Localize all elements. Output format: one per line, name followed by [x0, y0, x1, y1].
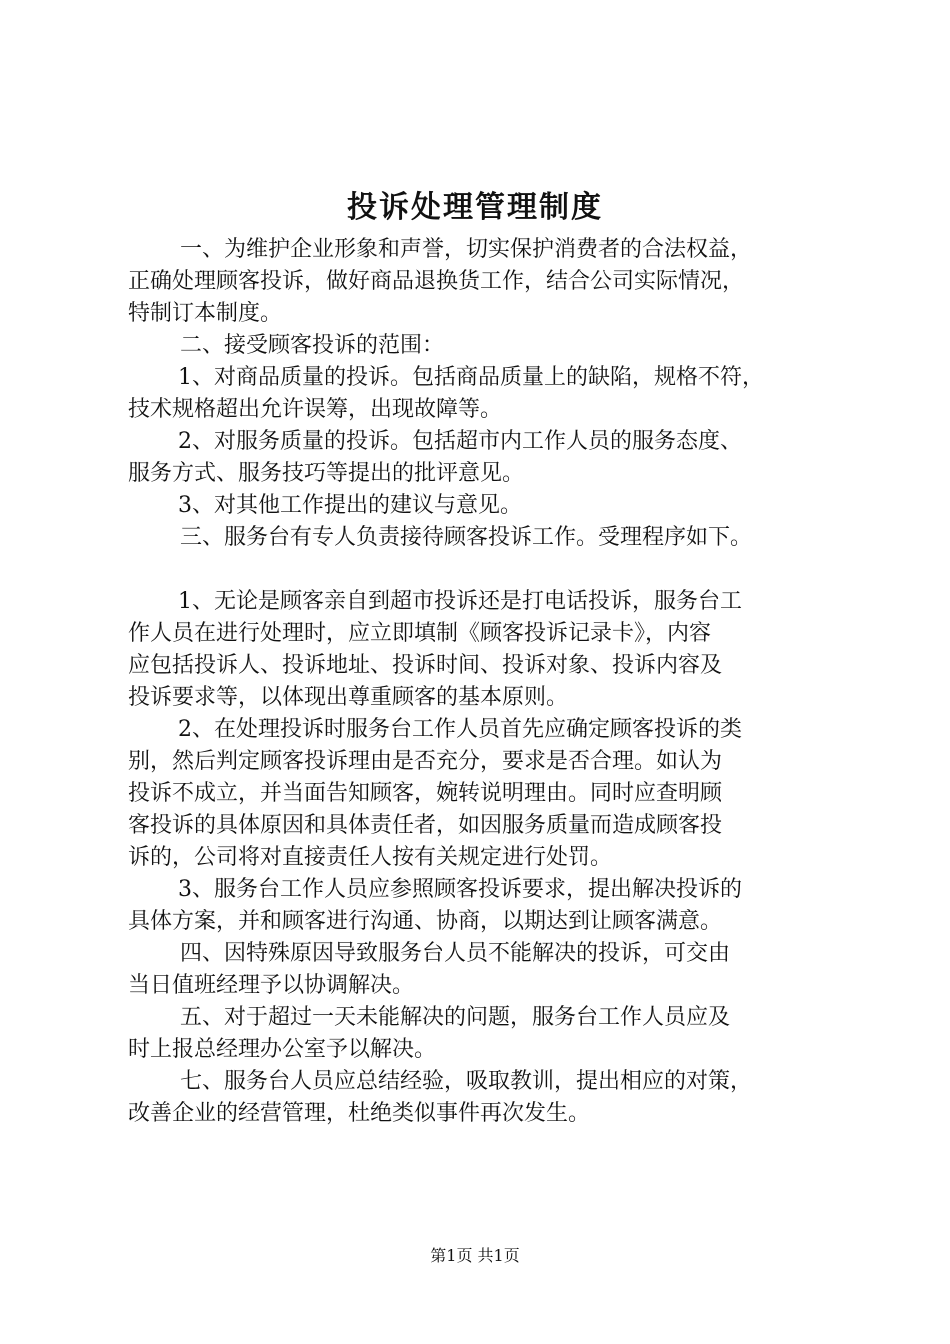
paragraph-line: 3、对其他工作提出的建议与意见。 — [178, 493, 522, 518]
paragraph-line: 投诉不成立，并当面告知顾客，婉转说明理由。同时应查明顾 — [128, 781, 723, 806]
paragraph-line: 七、服务台人员应总结经验，吸取教训，提出相应的对策， — [180, 1069, 753, 1094]
paragraph-line: 2、对服务质量的投诉。包括超市内工作人员的服务态度、 — [178, 429, 742, 454]
paragraph-line: 三、服务台有专人负责接待顾客投诉工作。受理程序如下。 — [180, 525, 753, 550]
paragraph-line: 客投诉的具体原因和具体责任者，如因服务质量而造成顾客投 — [128, 813, 723, 838]
paragraph-line: 时上报总经理办公室予以解决。 — [128, 1037, 437, 1062]
paragraph-line: 诉的，公司将对直接责任人按有关规定进行处罚。 — [128, 845, 613, 870]
paragraph-line: 一、为维护企业形象和声誉，切实保护消费者的合法权益， — [180, 237, 753, 262]
blank-line — [128, 554, 850, 586]
paragraph-line: 当日值班经理予以协调解决。 — [128, 973, 415, 998]
paragraph-line: 别，然后判定顾客投诉理由是否充分，要求是否合理。如认为 — [128, 749, 723, 774]
paragraph-line: 改善企业的经营管理，杜绝类似事件再次发生。 — [128, 1101, 591, 1126]
paragraph-line: 3、服务台工作人员应参照顾客投诉要求，提出解决投诉的 — [178, 877, 742, 902]
paragraph-line: 技术规格超出允许误筹，出现故障等。 — [128, 397, 503, 422]
document-title: 投诉处理管理制度 — [347, 190, 603, 225]
paragraph-line: 服务方式、服务技巧等提出的批评意见。 — [128, 461, 525, 486]
paragraph-line: 五、对于超过一天未能解决的问题，服务台工作人员应及 — [180, 1005, 731, 1030]
paragraph-line: 四、因特殊原因导致服务台人员不能解决的投诉，可交由 — [180, 941, 731, 966]
page-footer: 第1页 共1页 — [430, 1246, 520, 1265]
paragraph-line: 二、接受顾客投诉的范围： — [180, 333, 445, 358]
paragraph-line: 1、对商品质量的投诉。包括商品质量上的缺陷，规格不符， — [178, 365, 764, 390]
paragraph-line: 投诉要求等，以体现出尊重顾客的基本原则。 — [128, 685, 569, 710]
paragraph-line: 正确处理顾客投诉，做好商品退换货工作，结合公司实际情况， — [128, 269, 745, 294]
paragraph-line: 作人员在进行处理时，应立即填制《顾客投诉记录卡》，内容 — [128, 621, 712, 646]
document-body — [128, 234, 850, 1130]
paragraph-line: 应包括投诉人、投诉地址、投诉时间、投诉对象、投诉内容及 — [128, 653, 723, 678]
paragraph-line: 特制订本制度。 — [128, 301, 283, 326]
paragraph-line: 2、在处理投诉时服务台工作人员首先应确定顾客投诉的类 — [178, 717, 742, 742]
paragraph-line: 具体方案，并和顾客进行沟通、协商，以期达到让顾客满意。 — [128, 909, 723, 934]
paragraph-line: 1、无论是顾客亲自到超市投诉还是打电话投诉，服务台工 — [178, 589, 742, 614]
